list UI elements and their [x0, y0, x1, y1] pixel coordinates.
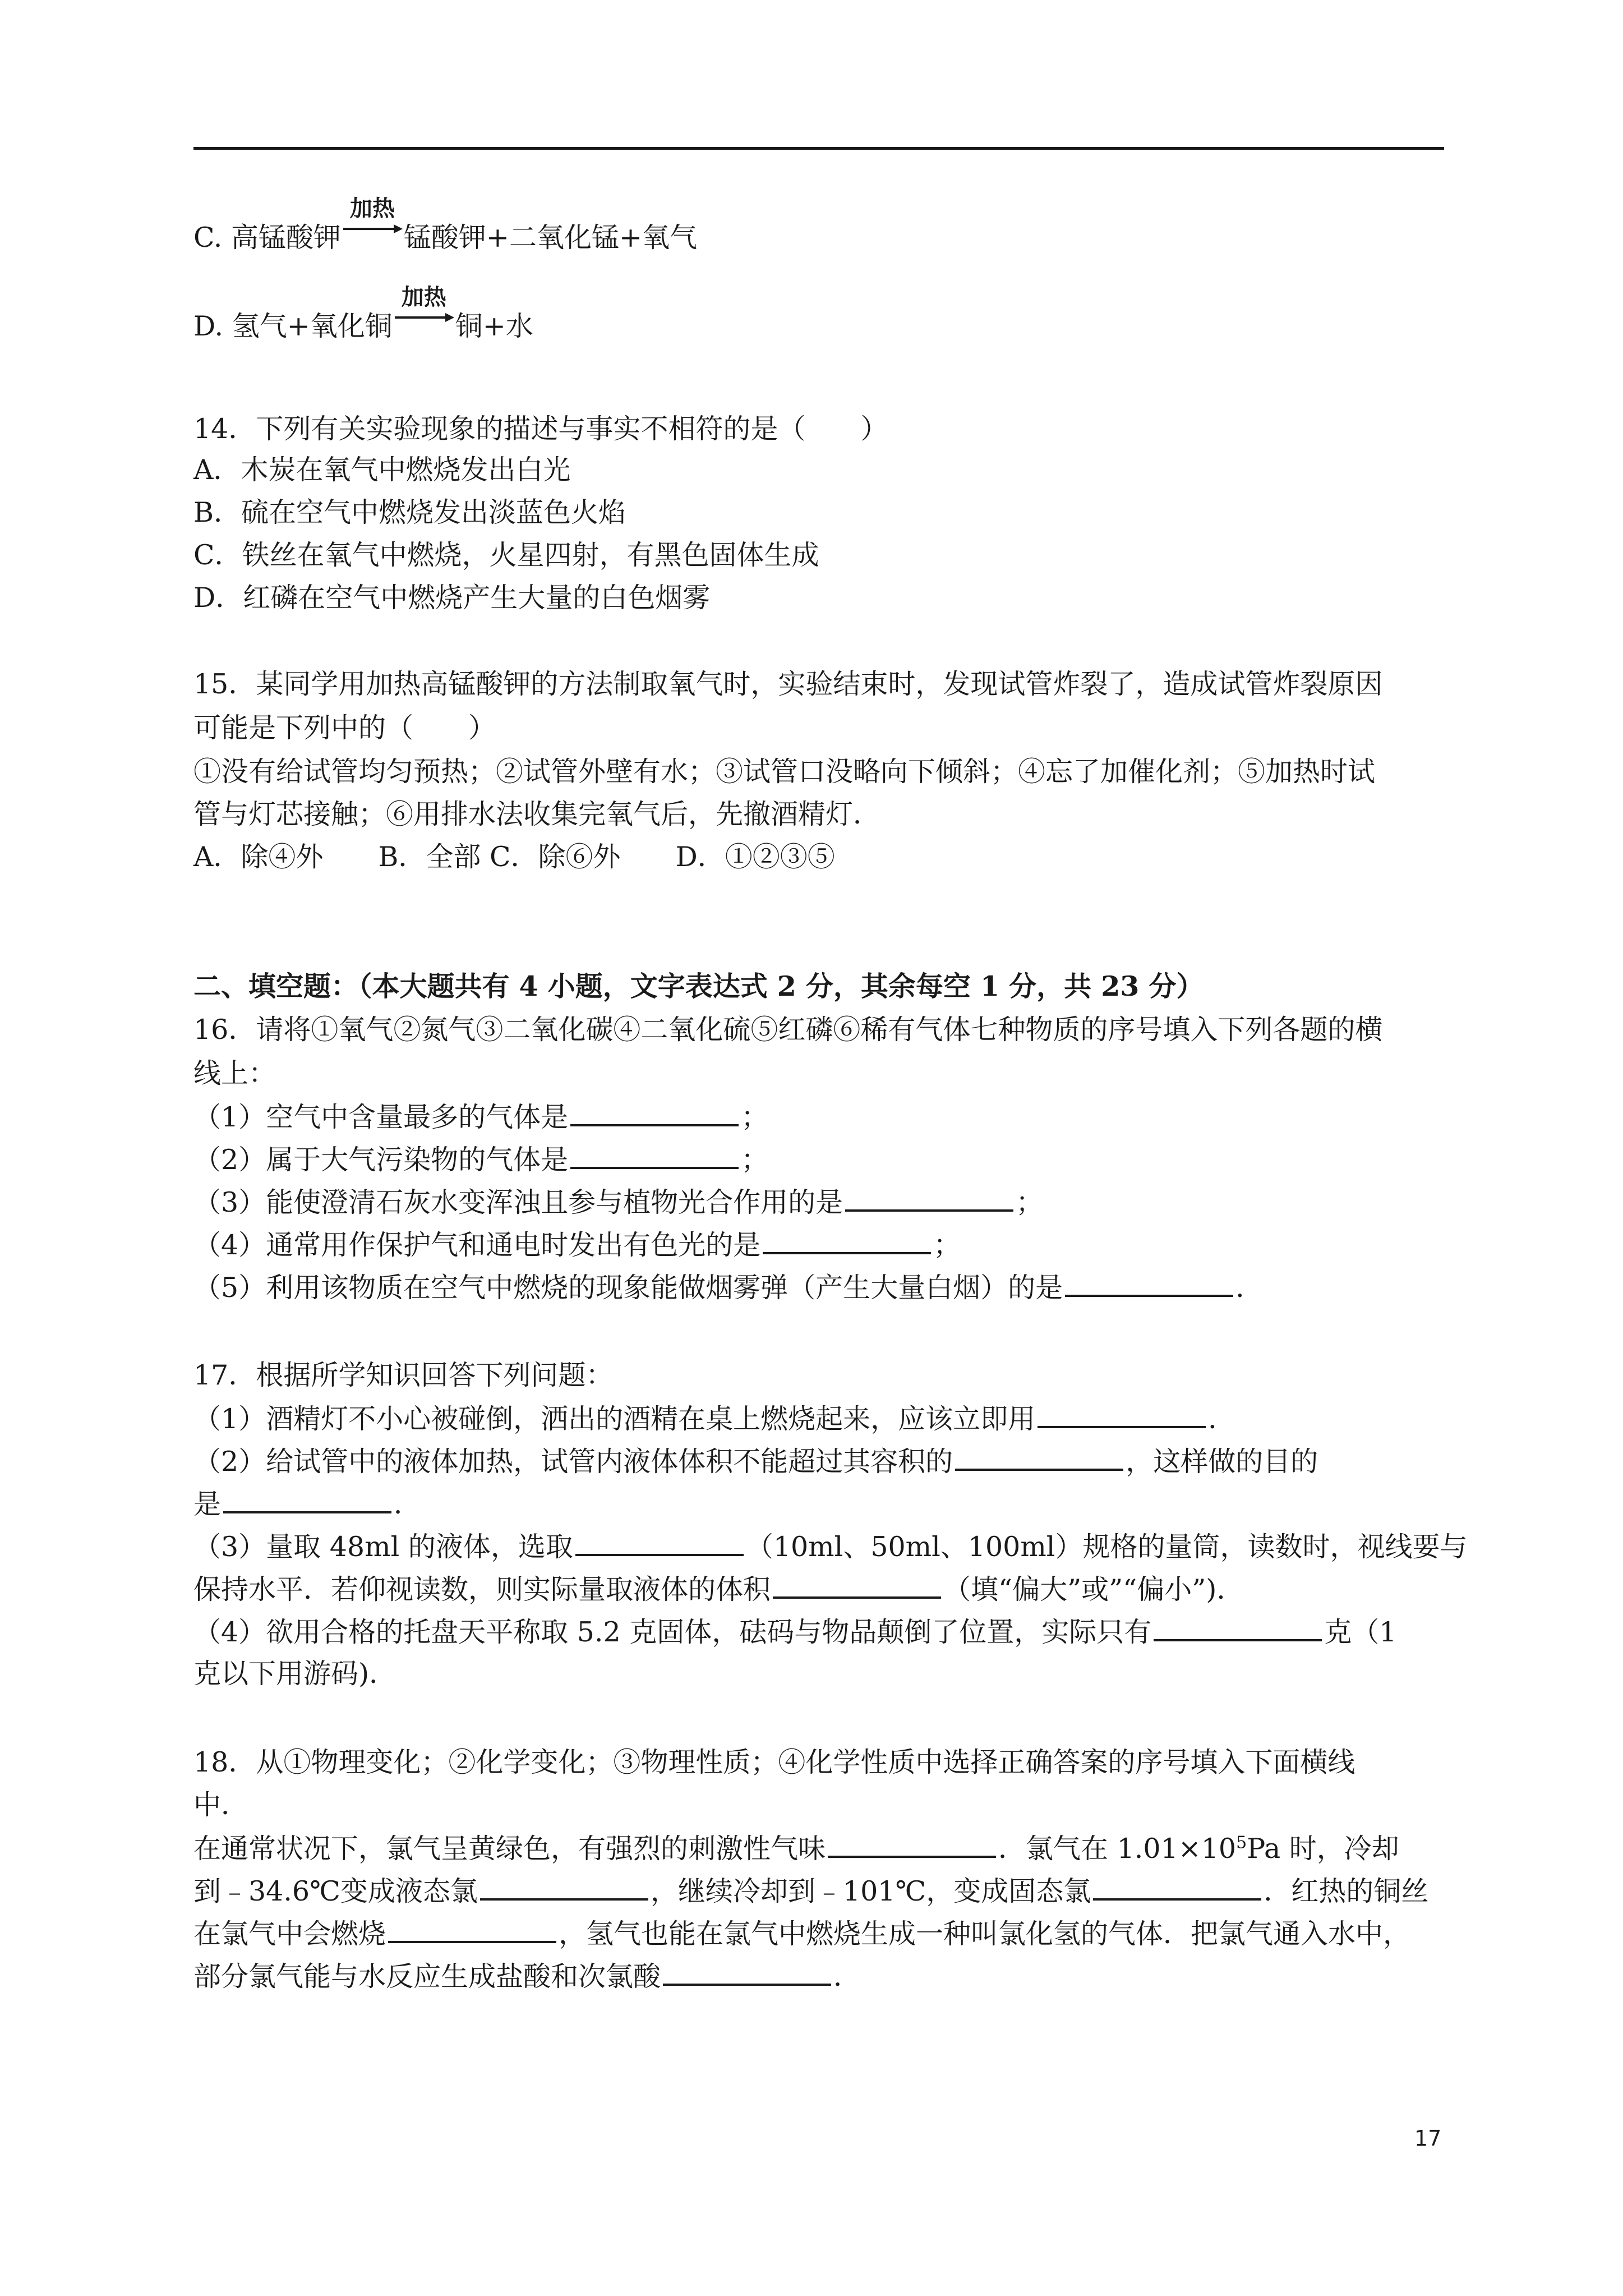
question-text: （5）利用该物质在空气中燃烧的现象能做烟雾弹（产生大量白烟）的是 [193, 1272, 1063, 1304]
q17-part2-line2 [193, 1487, 421, 1521]
question-text: 在通常状况下，氯气呈黄绿色，有强烈的刺激性气味 [193, 1833, 826, 1865]
q16-part4 [193, 1227, 961, 1262]
answer-blank[interactable] [388, 1916, 556, 1943]
answer-blank[interactable] [223, 1487, 391, 1513]
answer-blank[interactable] [480, 1874, 648, 1901]
q17-part3-line2 [193, 1572, 1244, 1607]
q18-text-line2 [193, 1874, 1428, 1908]
q14-option-d: D．红磷在空气中燃烧产生大量的白色烟雾 [193, 582, 711, 614]
question-text: 保持水平．若仰视读数，则实际量取液体的体积 [193, 1573, 771, 1605]
question-text: （4）通常用作保护气和通电时发出有色光的是 [193, 1229, 761, 1261]
q17-part2-line1 [193, 1444, 1318, 1479]
q17-part3-line1 [193, 1529, 1467, 1564]
answer-blank[interactable] [1038, 1401, 1206, 1428]
question-text: （1）空气中含量最多的气体是 [193, 1101, 569, 1133]
q17-part4-line1 [193, 1614, 1396, 1649]
punctuation: ； [933, 1229, 961, 1261]
question-text: （3）能使澄清石灰水变浑浊且参与植物光合作用的是 [193, 1186, 843, 1218]
product: 铜+水 [455, 310, 533, 342]
punctuation: ； [741, 1101, 769, 1133]
question-text: ，这样做的目的 [1126, 1446, 1318, 1478]
question-text: 克（1 [1324, 1616, 1397, 1648]
question-text: （2）给试管中的液体加热，试管内液体体积不能超过其容积的 [193, 1446, 953, 1478]
q15-stem-line1: 15．某同学用加热高锰酸钾的方法制取氧气时，实验结束时，发现试管炸裂了，造成试管炸裂原因 [193, 668, 1383, 700]
question-text: （4）欲用合格的托盘天平称取 5.2 克固体，砝码与物品颠倒了位置，实际只有 [193, 1616, 1152, 1648]
q16-stem-line2: 线上： [193, 1057, 276, 1089]
punctuation: ． [1208, 1403, 1236, 1435]
q15-list-line2: 管与灯芯接触；⑥用排水法收集完氧气后，先撤酒精灯． [193, 798, 881, 830]
q16-part3 [193, 1185, 1043, 1220]
q18-stem-line1: 18．从①物理变化；②化学变化；③物理性质；④化学性质中选择正确答案的序号填入下面横线 [193, 1746, 1355, 1778]
answer-blank[interactable] [955, 1444, 1123, 1471]
answer-blank[interactable] [1154, 1614, 1322, 1641]
q18-text-line3 [193, 1916, 1410, 1951]
answer-blank[interactable] [1065, 1270, 1233, 1297]
q16-part2 [193, 1142, 768, 1177]
reaction-arrow-icon [393, 284, 455, 335]
question-text: （3）量取 48ml 的液体，选取 [193, 1531, 573, 1563]
q17-part4-line2: 克以下用游码)． [193, 1658, 397, 1690]
answer-blank[interactable] [570, 1099, 739, 1126]
page-number: 17 [1414, 2126, 1442, 2151]
option-label: D. [193, 310, 224, 342]
q16-part1 [193, 1099, 768, 1134]
option-13-c [193, 195, 698, 255]
q14-option-c: C．铁丝在氧气中燃烧，火星四射，有黑色固体生成 [193, 539, 819, 571]
question-text: （2）属于大气污染物的气体是 [193, 1144, 569, 1176]
question-text: 部分氯气能与水反应生成盐酸和次氯酸 [193, 1961, 661, 1993]
q15-list-line1: ①没有给试管均匀预热；②试管外壁有水；③试管口没略向下倾斜；④忘了加催化剂；⑤加热时试 [193, 756, 1376, 788]
question-text: ，继续冷却到﹣101℃，变成固态氯 [650, 1875, 1091, 1907]
reactant: 高锰酸钾 [230, 222, 341, 254]
punctuation: ． [1235, 1272, 1264, 1304]
q16-stem-line1: 16．请将①氧气②氮气③二氧化碳④二氧化硫⑤红磷⑥稀有气体七种物质的序号填入下列各题的横 [193, 1014, 1383, 1046]
reaction-arrow-icon [341, 195, 404, 247]
answer-blank[interactable] [763, 1227, 931, 1254]
answer-blank[interactable] [575, 1529, 744, 1556]
q18-text-line4 [193, 1959, 861, 1994]
section-heading: 二、填空题：（本大题共有 4 小题，文字表达式 2 分，其余每空 1 分，共 23 分） [193, 970, 1204, 1002]
punctuation: ； [1016, 1186, 1044, 1218]
question-text: ．红热的铜丝 [1264, 1875, 1429, 1907]
exponent: 5 [1236, 1833, 1247, 1853]
question-text: ．氯气在 1.01×10 [998, 1833, 1237, 1865]
q14-option-a: A．木炭在氧气中燃烧发出白光 [193, 454, 571, 486]
question-text: Pa 时，冷却 [1247, 1833, 1399, 1865]
answer-blank[interactable] [845, 1185, 1013, 1212]
punctuation: ； [741, 1144, 769, 1176]
reaction-condition: 加热 [349, 195, 395, 222]
question-text: 到﹣34.6℃变成液态氯 [193, 1875, 478, 1907]
q18-text-line1 [193, 1831, 1399, 1866]
header-rule [193, 147, 1444, 150]
q15-stem-line2: 可能是下列中的（ ） [193, 712, 496, 744]
question-text: （1）酒精灯不小心被碰倒，洒出的酒精在桌上燃烧起来，应该立即用 [193, 1403, 1036, 1435]
reactant: 氢气+氧化铜 [232, 310, 393, 342]
q17-stem: 17．根据所学知识回答下列问题： [193, 1359, 614, 1391]
q14-stem: 14．下列有关实验现象的描述与事实不相符的是（ ） [193, 413, 888, 445]
q14-option-b: B．硫在空气中燃烧发出淡蓝色火焰 [193, 496, 626, 528]
q15-options: A．除④外 B．全部 C．除⑥外 D．①②③⑤ [193, 841, 835, 873]
answer-blank[interactable] [570, 1142, 739, 1169]
punctuation: ． [394, 1488, 422, 1520]
answer-blank[interactable] [773, 1572, 941, 1599]
q17-part1 [193, 1401, 1235, 1436]
answer-blank[interactable] [1093, 1874, 1261, 1901]
option-13-d [193, 284, 533, 343]
question-text: （填“偏大”或”“偏小”)． [943, 1573, 1244, 1605]
option-label: C. [193, 222, 223, 254]
punctuation: ． [833, 1961, 861, 1993]
reaction-condition: 加热 [401, 284, 446, 310]
q18-stem-line2: 中． [193, 1789, 249, 1821]
question-text: 在氯气中会燃烧 [193, 1918, 386, 1950]
q16-part5 [193, 1270, 1263, 1305]
question-text: ，氢气也能在氯气中燃烧生成一种叫氯化氢的气体．把氯气通入水中， [559, 1918, 1411, 1950]
question-text: （10ml、50ml、100ml）规格的量筒，读数时，视线要与 [745, 1531, 1468, 1563]
answer-blank[interactable] [663, 1959, 831, 1986]
answer-blank[interactable] [828, 1831, 996, 1858]
product: 锰酸钾+二氧化锰+氧气 [403, 222, 698, 254]
question-text: 是 [193, 1488, 222, 1520]
